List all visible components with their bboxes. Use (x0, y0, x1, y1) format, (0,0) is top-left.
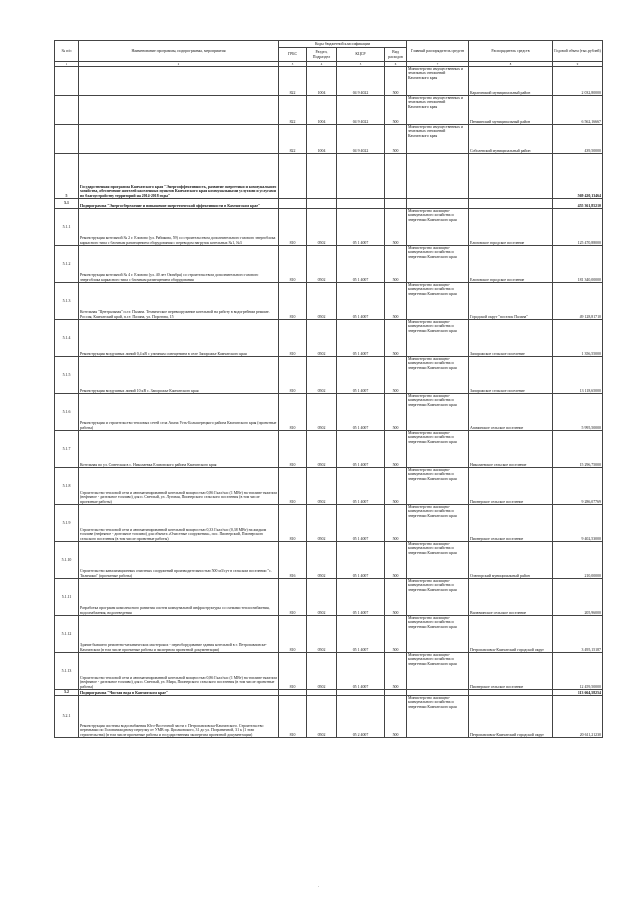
row-name (79, 67, 279, 96)
row-grbs: 810 (279, 246, 307, 283)
row-grbs: 810 (279, 283, 307, 320)
row-name: Котельная по ул. Советская в с. Николаевка Елизовского района Камчатского края (79, 431, 279, 468)
row-grbs: 822 (279, 67, 307, 96)
row-volume: 455 361,85210 (553, 199, 603, 209)
row-grbs (279, 199, 307, 209)
row-vr: 500 (385, 468, 407, 505)
row-name (79, 125, 279, 154)
row-kcsr: 04 9 4022 (337, 96, 385, 125)
row-number: 5.1.13 (55, 653, 79, 690)
row-razdel: 0502 (307, 246, 337, 283)
row-razdel: 1004 (307, 67, 337, 96)
row-number (55, 96, 79, 125)
row-volume: 15 296,75000 (553, 431, 603, 468)
row-grbs: 822 (279, 125, 307, 154)
row-vr: 500 (385, 283, 407, 320)
table-row (55, 246, 603, 283)
row-volume: 439,50000 (553, 125, 603, 154)
row-razdel: 0502 (307, 357, 337, 394)
row-name: Государственная программа Камчатского края "Энергоэффективность, развитие энергетики и коммунального хозяйства, обеспечение жителей населенных пунктов Камчатского края коммунальными услугами и услугами по благоустройству территорий на 2014-2018 годы" (79, 154, 279, 199)
row-vr: 500 (385, 246, 407, 283)
row-recipient: Запорожское сельское поселение (469, 320, 553, 357)
row-responsible: Министерство жилищно-коммунального хозяйства и энергетики Камчатского края (407, 209, 469, 246)
row-recipient: Пенжинский муниципальный район (469, 96, 553, 125)
row-volume: 6 562,16667 (553, 96, 603, 125)
row-volume: 3 495,15187 (553, 616, 603, 653)
row-responsible: Министерство жилищно-коммунального хозяйства и энергетики Камчатского края (407, 696, 469, 738)
row-razdel: 0502 (307, 505, 337, 542)
row-grbs: 810 (279, 320, 307, 357)
row-volume: 210,00000 (553, 542, 603, 579)
row-number: 5.1.10 (55, 542, 79, 579)
row-volume: 113 664,58254 (553, 690, 603, 696)
row-volume: 9 402,53000 (553, 505, 603, 542)
row-recipient: Городской округ "поселок Палана" (469, 283, 553, 320)
row-volume: 1 356,55000 (553, 320, 603, 357)
row-name: Разработка программ комплексного развития систем коммунальной инфраструктуры со схемами теплоснабжения, водоснабжения, водоотведения (79, 579, 279, 616)
row-volume: 9 286,07769 (553, 468, 603, 505)
row-recipient: Петропавловск-Камчатский городской округ (469, 696, 553, 738)
row-name (79, 96, 279, 125)
row-vr: 500 (385, 653, 407, 690)
row-name: Подпрограмма "Чистая вода в Камчатском крае" (79, 690, 279, 696)
row-responsible: Министерство жилищно-коммунального хозяйства и энергетики Камчатского края (407, 394, 469, 431)
row-number: 5.1.12 (55, 616, 79, 653)
table-row (55, 154, 603, 199)
row-grbs: 810 (279, 209, 307, 246)
row-name: Реконструкция и строительство тепловых сетей села Апача Усть-Большерецкого района Камчатского края (проектные работы) (79, 394, 279, 431)
row-vr (385, 154, 407, 199)
header-kcsr: КЦСР (337, 48, 385, 62)
row-number: 5.1 (55, 199, 79, 209)
header-responsible: Главный распорядитель средств (407, 41, 469, 62)
row-responsible: Министерство жилищно-коммунального хозяйства и энергетики Камчатского края (407, 468, 469, 505)
table-row (55, 283, 603, 320)
header-razdel: Раздел, Подраздел (307, 48, 337, 62)
row-number: 5.1.4 (55, 320, 79, 357)
row-vr: 500 (385, 579, 407, 616)
row-responsible: Министерство жилищно-коммунального хозяйства и энергетики Камчатского края (407, 579, 469, 616)
row-razdel: 0502 (307, 283, 337, 320)
row-responsible: Министерство имущественных и земельных отношений Камчатского края (407, 67, 469, 96)
table-row (55, 320, 603, 357)
row-name: Строительство тепловой сети и автоматизированной котельной мощностью 0,86 Гкал/час (1 МВт) на топливе тяжелом (нефтяное - дизельное топливо) для п. Светлый, ул. Луговая, Пионерского сельского поселения (в том числе проектные работы) (79, 468, 279, 505)
column-index: 1 (55, 62, 79, 67)
header-codes-group: Коды бюджетной классификации (279, 41, 407, 48)
table-row (55, 653, 603, 690)
row-recipient: Николаевское сельское поселение (469, 431, 553, 468)
row-vr: 500 (385, 96, 407, 125)
row-recipient: Елизовское городское поселение (469, 209, 553, 246)
row-name: Строительство канализационных очистных сооружений производительностью 500 м3/сут в сельском поселении "с. Тиличики" (проектные работы) (79, 542, 279, 579)
row-volume: 205,96000 (553, 579, 603, 616)
row-responsible: Министерство имущественных и земельных отношений Камчатского края (407, 125, 469, 154)
row-grbs: 810 (279, 696, 307, 738)
row-recipient: Олюторский муниципальный район (469, 542, 553, 579)
row-vr: 500 (385, 696, 407, 738)
row-grbs: 810 (279, 653, 307, 690)
row-razdel (307, 199, 337, 209)
row-number: 5.1.2 (55, 246, 79, 283)
row-responsible: Министерство жилищно-коммунального хозяйства и энергетики Камчатского края (407, 357, 469, 394)
header-recipient: Распорядитель средств (469, 41, 553, 62)
row-volume: 12 459,50000 (553, 653, 603, 690)
row-number (55, 125, 79, 154)
row-responsible: Министерство жилищно-коммунального хозяйства и энергетики Камчатского края (407, 320, 469, 357)
table-body (55, 67, 603, 738)
budget-table (54, 40, 603, 738)
table-row (55, 67, 603, 96)
row-number: 5.2 (55, 690, 79, 696)
row-razdel (307, 154, 337, 199)
header-name: Наименование программы, подпрограммы, мероприятия (79, 41, 279, 62)
row-responsible: Министерство имущественных и земельных отношений Камчатского края (407, 96, 469, 125)
row-kcsr (337, 199, 385, 209)
table-row (55, 125, 603, 154)
column-index: 6 (385, 62, 407, 67)
row-number: 5 (55, 154, 79, 199)
row-number (55, 67, 79, 96)
row-name: Строительство тепловой сети и автоматизированной котельной мощностью 0,33 Гкал/час (0,38 МВт) на жидком топливе (нефтяное - дизельное топливо) для объекта «Очистные сооружения», пос. Пионерский, Пионерского сельского поселения (в том числе проектные работы) (79, 505, 279, 542)
column-index: 2 (79, 62, 279, 67)
row-recipient: Соболевский муниципальный район (469, 125, 553, 154)
row-number: 5.1.9 (55, 505, 79, 542)
row-razdel: 0502 (307, 616, 337, 653)
row-vr: 500 (385, 505, 407, 542)
row-kcsr: 05 1 4007 (337, 579, 385, 616)
row-razdel: 0502 (307, 394, 337, 431)
row-responsible: Министерство жилищно-коммунального хозяйства и энергетики Камчатского края (407, 283, 469, 320)
row-recipient: Петропавловск-Камчатский городской округ (469, 616, 553, 653)
row-vr: 500 (385, 616, 407, 653)
row-responsible: Министерство жилищно-коммунального хозяйства и энергетики Камчатского края (407, 653, 469, 690)
row-razdel: 0502 (307, 696, 337, 738)
row-razdel: 0502 (307, 653, 337, 690)
row-kcsr: 05 1 4007 (337, 468, 385, 505)
row-number: 5.2.1 (55, 696, 79, 738)
row-name: Здание бывшего ремонтно-механических мастерских - переоборудование здания котельной в г. Петропавловске-Камчатском (в том числе проектные работы и экспертиза проектной документации) (79, 616, 279, 653)
row-kcsr: 05 1 4007 (337, 209, 385, 246)
row-volume: 20 611,21230 (553, 696, 603, 738)
row-grbs (279, 154, 307, 199)
row-grbs: 816 (279, 542, 307, 579)
row-razdel: 0502 (307, 320, 337, 357)
row-kcsr: 04 9 4022 (337, 67, 385, 96)
row-name: Реконструкция воздушных линий 10 кВ с. Запорожье Камчатского края (79, 357, 279, 394)
row-kcsr: 05 1 4007 (337, 246, 385, 283)
row-razdel: 0502 (307, 468, 337, 505)
row-vr: 500 (385, 209, 407, 246)
row-vr: 500 (385, 320, 407, 357)
header-vr: Вид расходов (385, 48, 407, 62)
row-name: Реконструкция системы водоснабжения Юго-Восточной части г. Петропавловска-Камчатского. Строительство перемычки по Голованаходному переулку от УМВ пр. Циолковского, 31 до ул. Пограничной, 31 к (1 этап строительства) (в том числе проектные работы и государственная экспертиза проектной документации) (79, 696, 279, 738)
row-recipient: Пионерское сельское поселение (469, 653, 553, 690)
table-row (55, 505, 603, 542)
table-row (55, 96, 603, 125)
row-grbs: 810 (279, 616, 307, 653)
table-row (55, 542, 603, 579)
table-row (55, 357, 603, 394)
row-name: Реконструкция воздушных линий 0,4 кВ с уличным освещением в селе Запорожье Камчатского края (79, 320, 279, 357)
column-index: 8 (469, 62, 553, 67)
row-razdel: 1004 (307, 125, 337, 154)
row-vr: 500 (385, 394, 407, 431)
row-kcsr: 05 1 4007 (337, 505, 385, 542)
row-razdel: 1004 (307, 96, 337, 125)
row-recipient: Пионерское сельское поселение (469, 505, 553, 542)
row-recipient: Запорожское сельское поселение (469, 357, 553, 394)
row-number: 5.1.5 (55, 357, 79, 394)
budget-table-sheet (54, 40, 602, 738)
row-responsible (407, 199, 469, 209)
row-name: Реконструкция котельной № 4 г. Елизово (ул. 40 лет Октября) со строительством дополнительного газового энергоблока каркасного типа с блочным размещением оборудования (79, 246, 279, 283)
row-volume: 49 128,81710 (553, 283, 603, 320)
row-kcsr: 05 2 4007 (337, 696, 385, 738)
row-number: 5.1.1 (55, 209, 79, 246)
row-volume: 569 420,13464 (553, 154, 603, 199)
row-kcsr (337, 154, 385, 199)
row-volume: 5 995,50000 (553, 394, 603, 431)
row-number: 5.1.7 (55, 431, 79, 468)
row-number: 5.1.3 (55, 283, 79, 320)
row-grbs: 810 (279, 431, 307, 468)
header-num: № п/п (55, 41, 79, 62)
row-volume: 2 032,80000 (553, 67, 603, 96)
column-index: 7 (407, 62, 469, 67)
column-index: 4 (307, 62, 337, 67)
row-kcsr: 05 1 4007 (337, 283, 385, 320)
row-kcsr: 04 9 4022 (337, 125, 385, 154)
row-name: Котельная "Центральная" п.г.т. Палана. Техническое перевооружение котельной на работу в водогрейном режиме. Россия, Камчатский край, п.г.т. Палана, ул. Поротова, 15 (79, 283, 279, 320)
column-index: 9 (553, 62, 603, 67)
table-row (55, 579, 603, 616)
header-volume: Годовой объем (тыс.рублей) (553, 41, 603, 62)
row-vr: 500 (385, 67, 407, 96)
row-kcsr: 05 1 4007 (337, 542, 385, 579)
row-number: 5.1.11 (55, 579, 79, 616)
row-kcsr: 05 1 4007 (337, 320, 385, 357)
row-recipient (469, 199, 553, 209)
row-name: Строительство тепловой сети и автоматизированной котельной мощностью 0,86 Гкал/час (1 МВт) на топливе тяжелом (нефтяное - дизельное топливо) для п. Светлый, ул. Мира, Пионерского сельского поселения (в том числе проектные работы) (79, 653, 279, 690)
row-grbs: 810 (279, 579, 307, 616)
row-number: 5.1.6 (55, 394, 79, 431)
table-row (55, 394, 603, 431)
column-index: 5 (337, 62, 385, 67)
row-grbs: 810 (279, 357, 307, 394)
row-razdel: 0502 (307, 209, 337, 246)
row-volume: 181 340,00000 (553, 246, 603, 283)
row-responsible: Министерство жилищно-коммунального хозяйства и энергетики Камчатского края (407, 505, 469, 542)
table-row (55, 431, 603, 468)
row-razdel: 0502 (307, 542, 337, 579)
row-name: Реконструкция котельной № 2 г. Елизово (ул. Рябикова, 59) со строительством дополнительного газового энергоблока каркасного типа с блочным размещением оборудования с переводом нагрузок котельных №1, №3 (79, 209, 279, 246)
row-recipient: Карагинский муниципальный район (469, 67, 553, 96)
row-recipient: Елизовское городское поселение (469, 246, 553, 283)
row-grbs: 810 (279, 468, 307, 505)
row-responsible: Министерство жилищно-коммунального хозяйства и энергетики Камчатского края (407, 542, 469, 579)
table-row (55, 616, 603, 653)
column-index: 3 (279, 62, 307, 67)
row-grbs: 810 (279, 505, 307, 542)
row-name: Подпрограмма "Энергосбережение и повышение энергетической эффективности в Камчатском крае" (79, 199, 279, 209)
row-recipient: Пионерское сельское поселение (469, 468, 553, 505)
row-kcsr: 05 1 4007 (337, 653, 385, 690)
row-kcsr: 05 1 4007 (337, 431, 385, 468)
row-vr: 500 (385, 431, 407, 468)
row-vr: 500 (385, 357, 407, 394)
page-footer-mark: . (318, 884, 320, 889)
row-razdel: 0502 (307, 579, 337, 616)
table-row (55, 199, 603, 209)
header-grbs: ГРБС (279, 48, 307, 62)
row-volume: 13 118,65000 (553, 357, 603, 394)
row-responsible: Министерство жилищно-коммунального хозяйства и энергетики Камчатского края (407, 246, 469, 283)
table-row (55, 468, 603, 505)
row-recipient: Апачинское сельское поселение (469, 394, 553, 431)
row-volume: 125 470,88000 (553, 209, 603, 246)
row-kcsr: 05 1 4007 (337, 616, 385, 653)
row-responsible: Министерство жилищно-коммунального хозяйства и энергетики Камчатского края (407, 616, 469, 653)
row-kcsr: 05 1 4007 (337, 394, 385, 431)
table-row (55, 696, 603, 738)
row-grbs: 810 (279, 394, 307, 431)
table-row (55, 209, 603, 246)
row-razdel: 0502 (307, 431, 337, 468)
row-grbs: 822 (279, 96, 307, 125)
row-recipient: Вилючинское сельское поселение (469, 579, 553, 616)
row-vr: 500 (385, 125, 407, 154)
row-recipient (469, 154, 553, 199)
row-responsible (407, 154, 469, 199)
row-kcsr: 05 1 4007 (337, 357, 385, 394)
row-number: 5.1.8 (55, 468, 79, 505)
row-vr: 500 (385, 542, 407, 579)
row-responsible: Министерство жилищно-коммунального хозяйства и энергетики Камчатского края (407, 431, 469, 468)
row-vr (385, 199, 407, 209)
